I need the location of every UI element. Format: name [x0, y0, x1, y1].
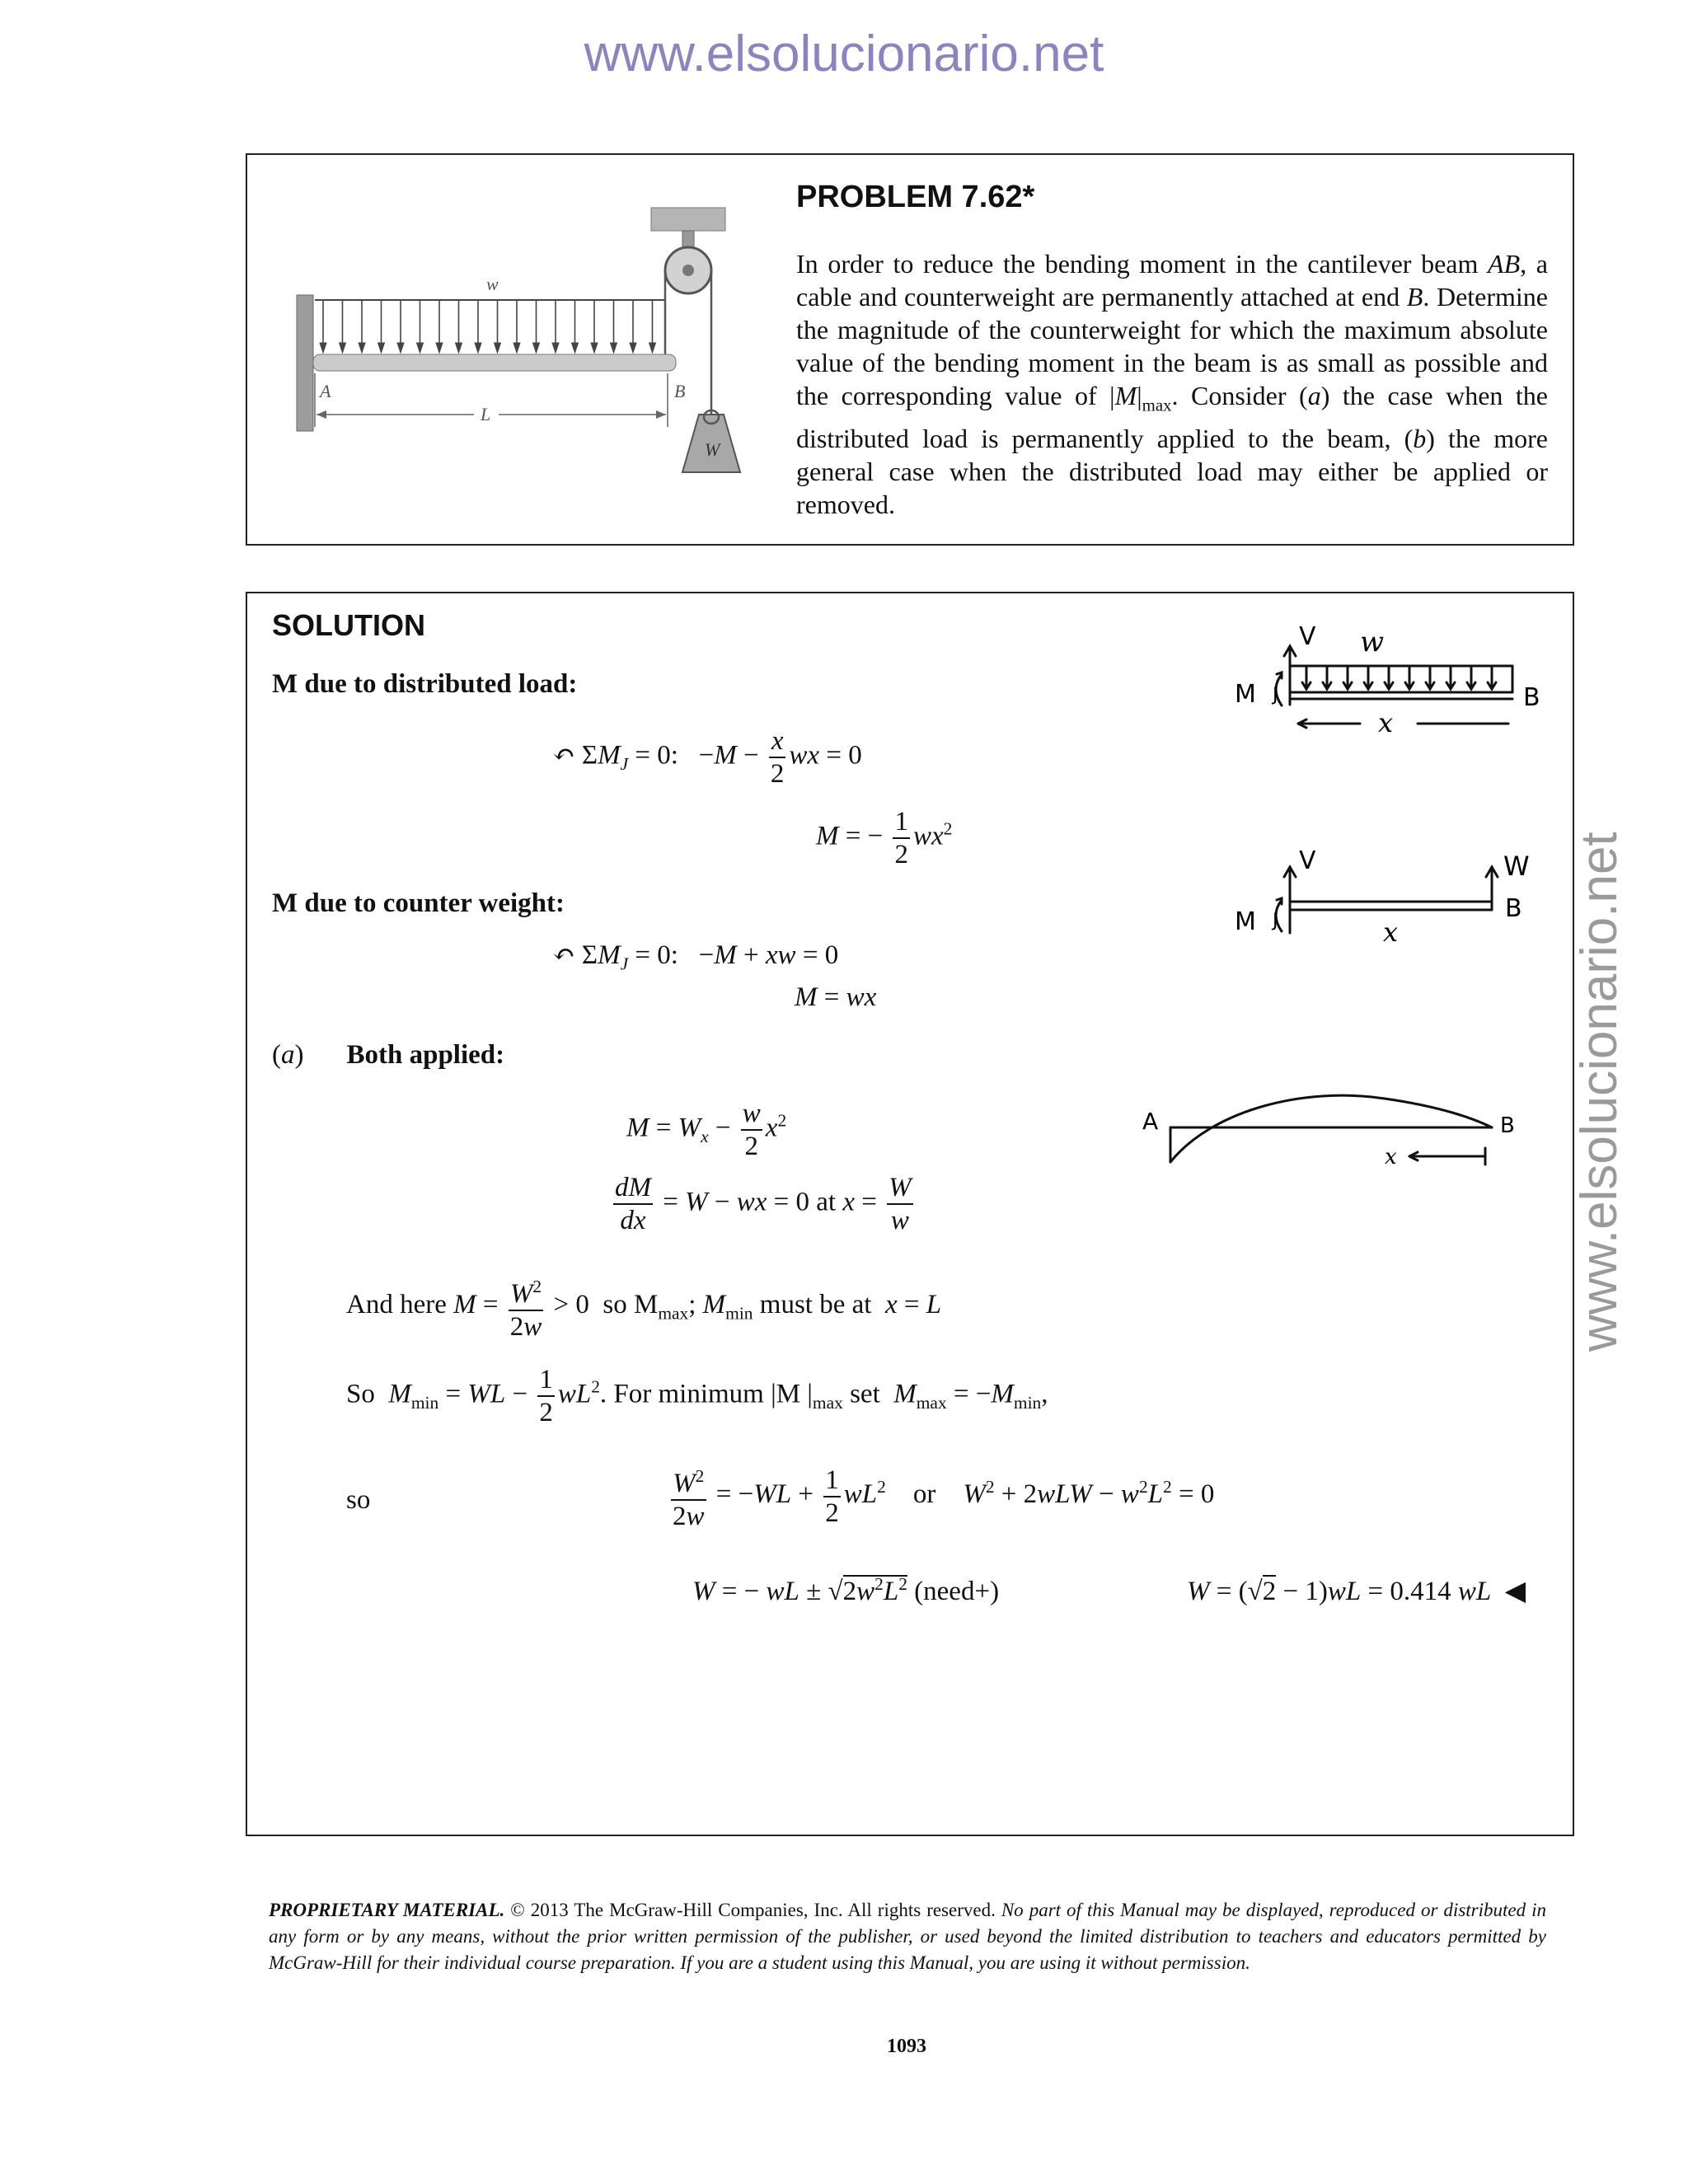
load-arrowhead: [495, 343, 501, 353]
load-arrowhead: [630, 343, 636, 353]
load-arrowhead: [475, 343, 481, 353]
svg-text:x: x: [1383, 916, 1399, 948]
load-arrowhead: [378, 343, 385, 353]
load-arrowhead: [359, 343, 365, 353]
sketch-moment-diagram: [1137, 1078, 1550, 1193]
svg-text:A: A: [1142, 1108, 1159, 1135]
distributed-load-arrows: [320, 300, 656, 353]
svg-text:x: x: [1378, 707, 1394, 738]
beam: [313, 354, 676, 371]
svg-text:B: B: [1523, 683, 1540, 712]
load-arrowhead: [320, 343, 326, 353]
svg-text:x: x: [1385, 1145, 1397, 1169]
svg-text:W: W: [705, 439, 720, 460]
svg-text:A: A: [320, 381, 331, 401]
load-arrowhead: [572, 343, 579, 353]
heading-distributed-load: M due to distributed load:: [272, 669, 578, 699]
footer-copyright: PROPRIETARY MATERIAL. © 2013 The McGraw-Hill Companies, Inc. All rights reserved. No part of this Manual may be displayed, reproduced or distributed in any form or by any means, without the prior written permission of the publisher, or used beyond the limited distribution to teachers and educators permitted by McGraw-Hill for their individual course preparation. If you are a student using this Manual, you are using it without permission.: [269, 1900, 1546, 1973]
load-arrowhead: [533, 343, 540, 353]
load-arrowhead: [552, 343, 559, 353]
problem-statement: In order to reduce the bending moment in the cantilever beam AB, a cable and counterweight are permanently attached at end B. Determine the magnitude of the counterweight for which the maximum absolute value of the bending moment in the beam is as small as possible and the corresponding value of $|M|_{max}$. Consider (a) the case when the distributed load is permanently applied to the beam, (b) the more general case when the distributed load may either be applied or removed.: [796, 249, 1549, 520]
load-arrowhead: [513, 343, 520, 353]
equation-m-counterweight: M = wx: [795, 982, 877, 1012]
sketch-distributed-load: [1220, 626, 1550, 758]
load-arrowhead: [340, 343, 346, 353]
load-arrowhead: [397, 343, 404, 353]
svg-text:M: M: [1235, 680, 1256, 709]
svg-text:V: V: [1299, 851, 1316, 875]
equation-m-both: $M = W_x$ − $\frac{w}{2}$ $x^2$: [626, 1099, 787, 1161]
load-arrowhead: [611, 343, 617, 353]
equation-sum-moments-2: ↶ $\Sigma M_J = 0$: −M + xw = 0: [552, 940, 839, 974]
svg-text:J: J: [1273, 685, 1278, 705]
equation-quadratic: $\frac{W^2}{2w}$ = −WL + $\frac{1}{2}$ $wL^2$ or $W^2 + 2wLW - w^2L^2 = 0$: [668, 1460, 1214, 1532]
equation-sum-moments-1: ↶ $\Sigma M_J = 0$: −M − $\frac{x}{2}$ wx = 0: [552, 726, 862, 789]
label-so: so: [346, 1485, 371, 1515]
load-arrowhead: [591, 343, 598, 353]
load-arrowhead: [456, 343, 462, 353]
svg-text:V: V: [1299, 626, 1316, 651]
part-a-heading: (a) Both applied:: [272, 1040, 505, 1070]
equation-m-distributed: M = − $\frac{1}{2}$ $wx^2$: [816, 807, 953, 869]
load-arrowhead: [417, 343, 424, 353]
ceiling-support: [651, 208, 725, 231]
equation-derivative: $\frac{dM}{dx}$ = W − wx = 0 at x = $\frac{W}{w}$: [615, 1173, 912, 1235]
page-number: 1093: [887, 2036, 926, 2057]
problem-title: PROBLEM 7.62*: [796, 180, 1035, 214]
equation-m-min: So $M_{min}$ = WL − $\frac{1}{2}$ $wL^2$. For minimum |M $|_{max}$ set $M_{max} = -M_{min}$,: [346, 1365, 1048, 1427]
svg-text:B: B: [1505, 894, 1522, 923]
heading-counter-weight: M due to counter weight:: [272, 888, 565, 918]
svg-text:w: w: [1360, 626, 1385, 658]
equation-m-max: And here M = $\frac{W^2}{2w}$ > 0 so $M_{max}$; $M_{min}$ must be at x = L: [346, 1271, 941, 1343]
equation-w-roots: W = − wL ± $√2w^2L^2$ (need+): [692, 1574, 1000, 1606]
final-answer: W = (√2 − 1)wL = 0.414 wL ◀: [1187, 1577, 1526, 1606]
svg-text:W: W: [1503, 851, 1530, 882]
solution-box: [246, 592, 1574, 1836]
load-arrowhead: [436, 343, 443, 353]
watermark-top: www.elsolucionario.net: [584, 26, 1104, 82]
solution-title: SOLUTION: [272, 608, 425, 642]
problem-box: [246, 153, 1574, 546]
svg-text:B: B: [1500, 1113, 1515, 1138]
sketch-counter-weight: [1220, 851, 1550, 966]
svg-text:J: J: [1273, 911, 1278, 931]
svg-text:M: M: [1235, 907, 1256, 936]
load-arrowhead: [649, 343, 656, 353]
label-w: w: [486, 274, 499, 294]
svg-text:L: L: [481, 404, 491, 424]
watermark-side: www.elsolucionario.net: [1571, 832, 1628, 1352]
problem-figure: [288, 204, 750, 501]
svg-text:B: B: [674, 381, 686, 401]
fixed-wall: [297, 295, 313, 431]
